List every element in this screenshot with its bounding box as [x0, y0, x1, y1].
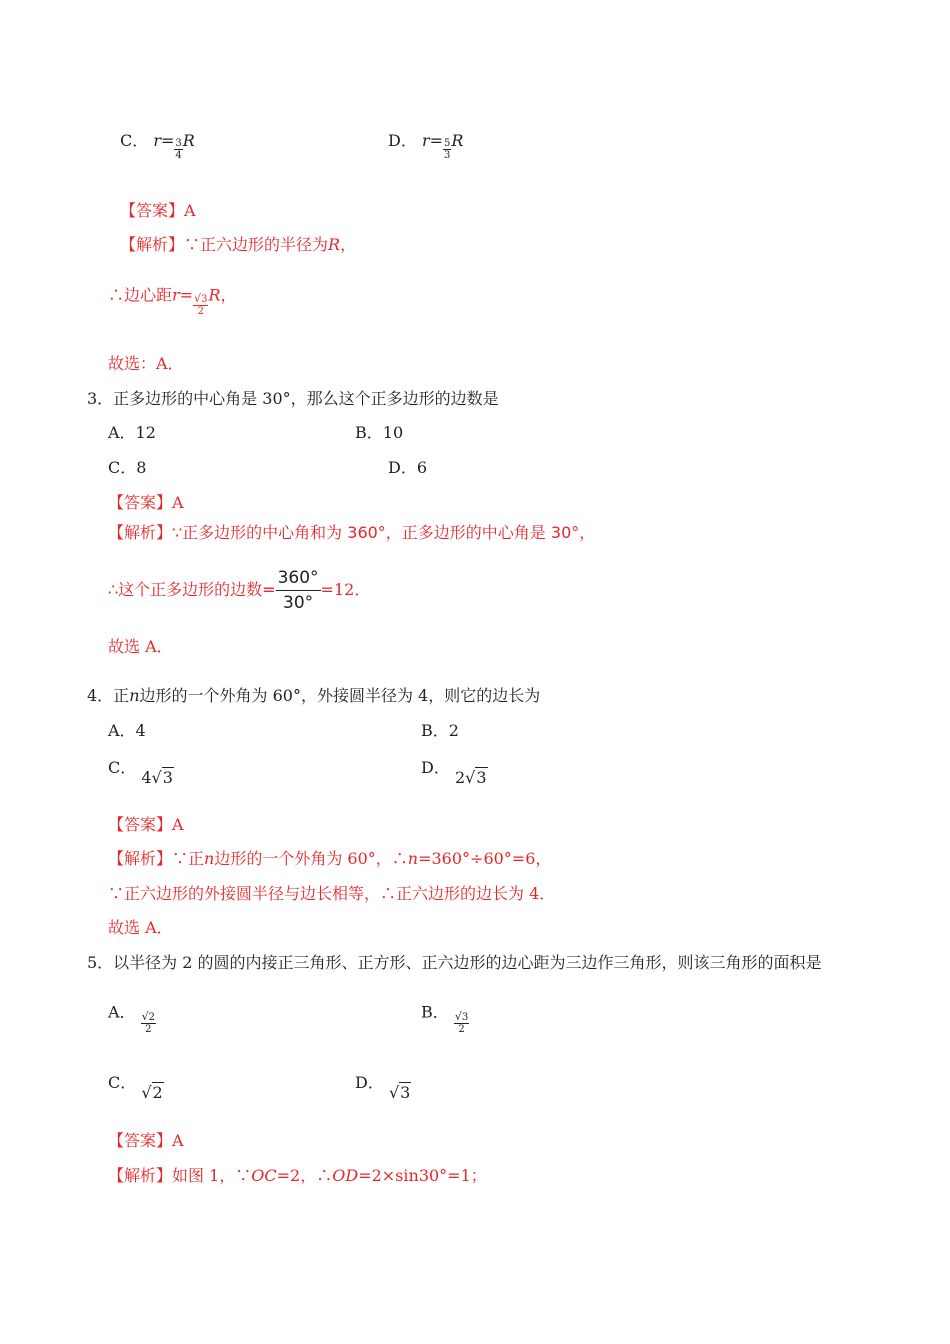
q3-option-c: C．8 [108, 458, 147, 477]
q5-answer: 【答案】A [108, 1131, 184, 1150]
q4-answer: 【答案】A [108, 815, 184, 834]
q3-option-d: D．6 [388, 458, 428, 477]
q2-option-c: C． r= $\frac{3}{4}$ R [120, 131, 195, 161]
q4-stem: 4．正n边形的一个外角为 60°，外接圆半径为 4，则它的边长为 [87, 686, 541, 705]
sqrt: √3 [388, 1083, 411, 1102]
q3-calculation: ∴这个正多边形的边数= $\frac{360^\circ}{30^\circ}$ =12． [108, 568, 371, 613]
q2-choose: 故选：A． [108, 354, 184, 373]
q4-option-b: B．2 [421, 721, 459, 740]
q4-option-d: D． 2√3 [421, 758, 487, 787]
fraction: $\frac{3}{4}$ [175, 138, 182, 161]
q3-choose: 故选 A． [108, 637, 173, 656]
q5-option-d: D． √3 [355, 1073, 411, 1102]
fraction: $\frac{360^\circ}{30^\circ}$ [277, 568, 319, 613]
sqrt: √2 [141, 1083, 163, 1102]
q4-option-a: A．4 [108, 721, 146, 740]
q3-analysis: 【解析】∵正多边形的中心角和为 360°，正多边形的中心角是 30°， [108, 523, 596, 542]
q3-option-b: B．10 [355, 423, 404, 442]
q5-option-b: B． $\frac{√3}{2}$ [421, 1002, 469, 1035]
q2-option-d: D． r= $\frac{5}{3}$ R [388, 131, 464, 161]
q2-center-distance: ∴边心距r= $\frac{√3}{2}$ R， [108, 285, 237, 317]
q3-option-a: A．12 [108, 423, 156, 442]
q4-choose: 故选 A． [108, 918, 173, 937]
q3-stem: 3．正多边形的中心角是 30°，那么这个正多边形的边数是 [87, 389, 499, 408]
q4-analysis-2: ∵正六边形的外接圆半径与边长相等，∴正六边形的边长为 4． [108, 884, 556, 903]
q4-analysis-1: 【解析】∵正n边形的一个外角为 60°，∴n=360°÷60°=6， [108, 849, 552, 868]
q3-answer: 【答案】A [108, 493, 184, 512]
q4-option-c: C． 4√3 [108, 758, 173, 787]
q2-analysis: 【解析】∵正六边形的半径为R， [120, 235, 357, 254]
q5-option-c: C． √2 [108, 1073, 163, 1102]
q5-option-a: A． $\frac{√2}{2}$ [108, 1002, 156, 1035]
fraction: $\frac{√2}{2}$ [141, 1010, 156, 1035]
sqrt: √3 [151, 768, 173, 787]
fraction: $\frac{√3}{2}$ [454, 1010, 469, 1035]
q5-analysis: 【解析】如图 1，∵OC=2，∴OD=2×sin30°=1； [108, 1166, 487, 1185]
q2-answer: 【答案】A [120, 201, 196, 220]
q5-stem: 5．以半径为 2 的圆的内接正三角形、正方形、正六边形的边心距为三边作三角形，则该三角形的面积是 [87, 953, 822, 972]
sqrt: √3 [465, 768, 487, 787]
fraction: $\frac{5}{3}$ [444, 138, 451, 161]
fraction: $\frac{√3}{2}$ [194, 292, 208, 317]
